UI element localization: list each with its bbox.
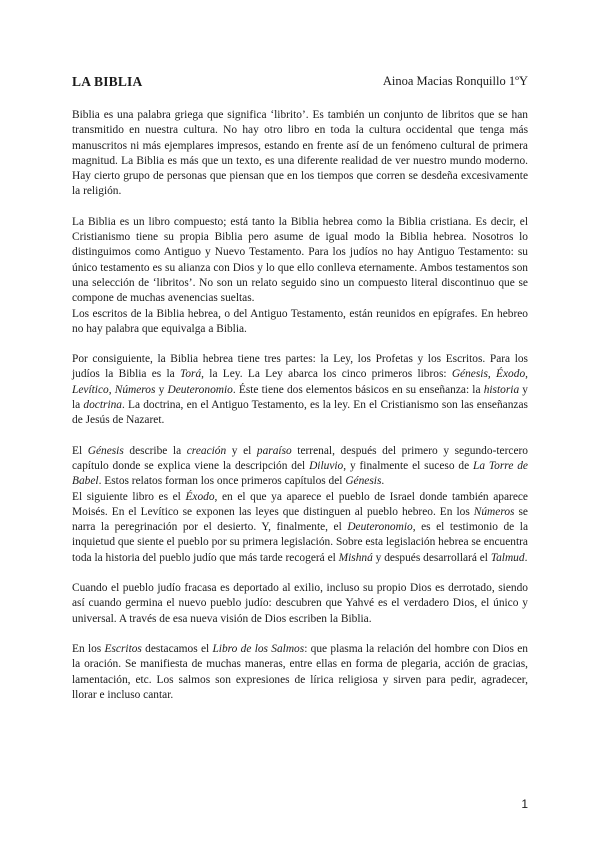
italic-term: Génesis [451,368,488,381]
text-run: . La doctrina, en el Antiguo Testamento, es la ley. En el Cristianismo son las enseñanzas de Jesús de Nazaret. [72,399,528,427]
text-run: , [525,368,529,381]
text-run: El [72,444,88,457]
italic-term: Talmud [490,551,525,564]
text-run: Cuando el pueblo judío fracasa es deportado al exilio, incluso su propio Dios es derrotado, siendo así cuando germina el nuevo pueblo judío: descubren que Yahvé es el verdadero Dios, el único y universal. A través de esa nueva visión de Dios escriben la Biblia. [72,582,528,625]
paragraph-gap [72,627,528,642]
italic-term: Torá [180,368,202,381]
author-line: Ainoa Macias Ronquillo 1ºY [382,74,528,88]
paragraph [72,490,528,566]
paragraph [72,215,528,307]
text-run: terrenal, después del primero y segundo-tercero capítulo donde se explica viene la descripción del [72,444,528,472]
text-run: La Biblia es un libro compuesto; está tanto la Biblia hebrea como la Biblia cristiana. Es decir, el Cristianismo tiene su propia Biblia pero asume de igual modo la Biblia hebrea. Nosotros lo distinguimos como Antiguo y Nuevo Testamento. Para los judíos no hay Antiguo Testamento: su único testamento es su alianza con Dios y lo que ello conlleva eternamente. Ambos testamentos son una selección de ‘libritos’. No son un relato seguido sino un compuesto literal discontinuo que se compone de muchas avenencias sueltas. [72,215,528,305]
italic-term: creación [186,444,227,457]
text-run: . Estos relatos forman los once primeros capítulos del [98,475,346,488]
italic-term: doctrina [83,399,123,412]
text-run: y el [226,444,257,457]
paragraph [72,642,528,703]
text-run: , y finalmente el suceso de [343,459,473,472]
text-run: , [487,368,497,381]
italic-term: Deuteronomio [167,383,233,396]
italic-term: Éxodo [496,368,526,381]
text-run: El siguiente libro es el [72,490,186,503]
text-run: Los escritos de la Biblia hebrea, o del Antiguo Testamento, están reunidos en epígrafes. En hebreo no hay palabra que equivalga a Biblia. [72,307,528,335]
paragraph [72,352,528,428]
text-run: , la Ley. La Ley abarca los cinco primeros libros: [201,368,452,381]
document-header [72,74,528,92]
italic-term: historia [483,383,520,396]
text-run: describe la [123,444,187,457]
text-run: : que plasma la relación del hombre con Dios en la oración. Se manifiesta de muchas maneras, entre ellas en forma de plegaria, acción de gracias, lamentación, etc. Los salmos son expresiones de lírica religiosa y sirven para pedir, agradecer, llorar e incluso cantar. [72,642,528,701]
paragraph-gap [72,200,528,215]
text-run: . [524,551,528,564]
italic-term: Mishná [338,551,373,564]
text-run: . Éste tiene dos elementos básicos en su enseñanza: la [232,383,484,396]
paragraph [72,108,528,200]
text-run: . [381,475,385,488]
paragraph-gap [72,566,528,581]
paragraph [72,581,528,627]
italic-term: Libro de los Salmos [212,642,305,655]
text-run: se narra la peregrinación por el desierto. Y, finalmente, el [72,505,528,534]
paragraph-gap [72,337,528,352]
text-run: y la [72,383,528,412]
text-run: Por consiguiente, la Biblia hebrea tiene tres partes: la Ley, los Profetas y los Escritos. Para los judíos la Biblia es la [72,353,528,381]
italic-term: La Torre de Babel [72,459,528,488]
text-run: Biblia es una palabra griega que significa ‘librito’. Es también un conjunto de libritos que se han transmitido en nuestra cultura. No hay otro libro en toda la cultura occidental que tenga más manuscritos ni más ejemplares impresos, estando en frente así de un fenómeno cultural de primera magnitud. La Biblia es más que un texto, es una diferente realidad de ver nuestro mundo moderno. Hay cierto grupo de personas que piensan que en los tiempos que corren se desdeña excesivamente la religión. [72,109,528,198]
text-run: destacamos el [141,642,213,655]
text-run: En los [72,642,105,655]
page-number: 1 [521,797,528,811]
italic-term: Génesis [345,475,382,488]
document-body [72,108,528,703]
italic-term: Escritos [104,642,142,655]
text-run: y [155,383,168,396]
document-title: LA BIBLIA [72,74,143,89]
italic-term: Levítico [72,383,109,396]
italic-term: Números [473,505,515,518]
text-run: , en el que ya aparece el pueblo de Israel donde también aparece Moisés. En el Levítico se exponen las leyes que distinguen al pueblo hebreo. En los [72,490,528,518]
paragraph [72,307,528,338]
italic-term: Génesis [87,444,124,457]
italic-term: Números [114,383,156,396]
italic-term: Éxodo [185,490,215,503]
text-run: , [108,383,115,396]
italic-term: paraíso [256,444,292,457]
italic-term: Deuteronomio [347,521,413,534]
paragraph-gap [72,429,528,444]
text-run: , es el testimonio de la inquietud que siente el pueblo por su primera legislación. Sobre esta legislación hebrea se encuentra toda la historia del pueblo judío que más tarde recogerá el [72,521,528,564]
paragraph [72,444,528,490]
text-run: y después desarrollará el [372,551,491,564]
italic-term: Diluvio [309,459,344,472]
